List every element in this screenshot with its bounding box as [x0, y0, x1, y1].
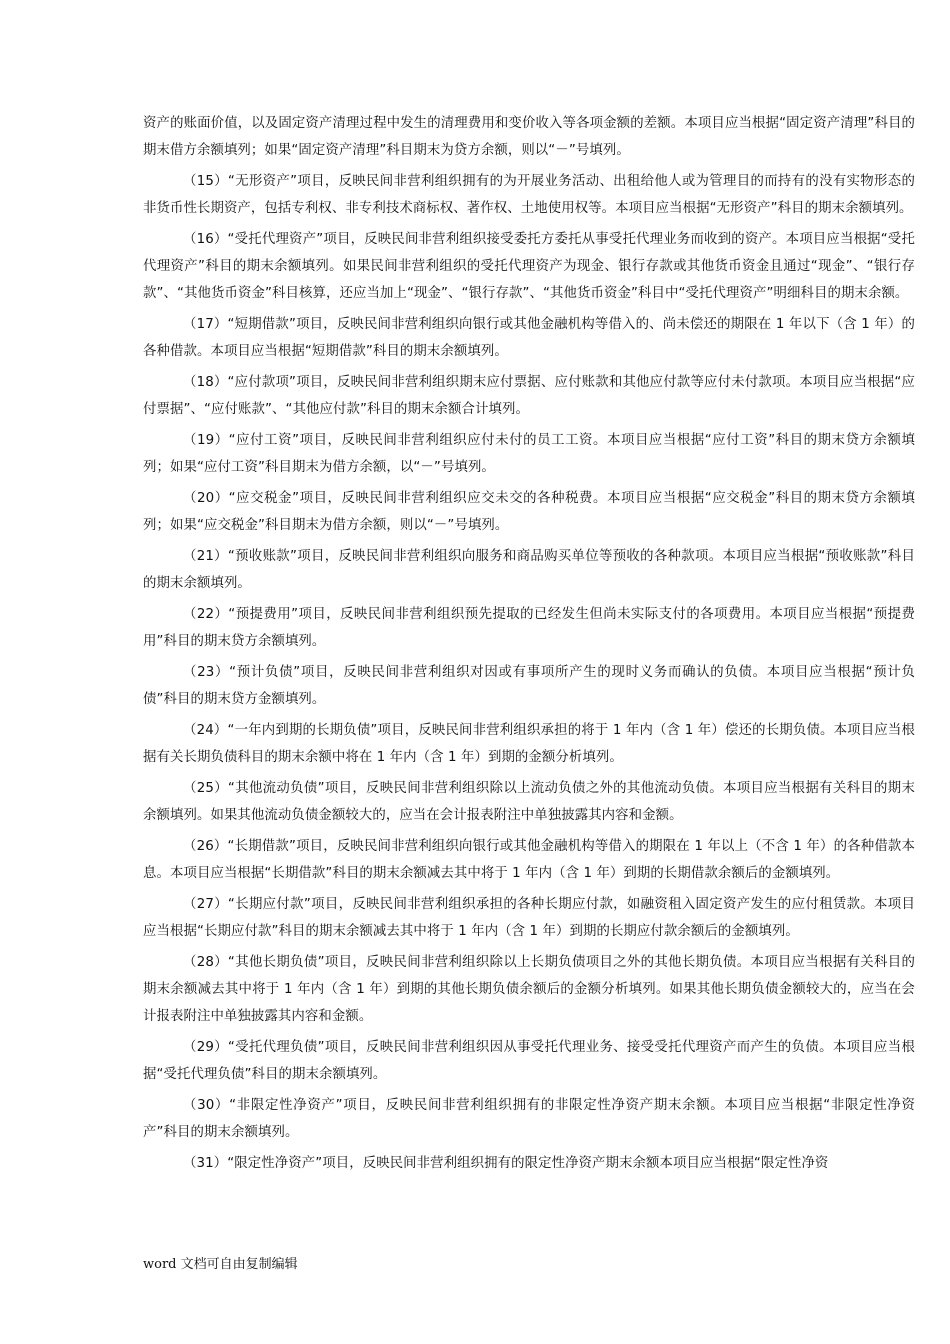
paragraph-intro: 资产的账面价值，以及固定资产清理过程中发生的清理费用和变价收入等各项金额的差额。本项目应当根据“固定资产清理”科目的期末借方余额填列；如果“固定资产清理”科目期末为贷方余额，则以“－”号填列。	[143, 116, 915, 158]
footer-note: word 文档可自由复制编辑	[143, 1257, 298, 1272]
paragraph-item-28: （28）“其他长期负债”项目，反映民间非营利组织除以上长期负债项目之外的其他长期负债。本项目应当根据有关科目的期末余额减去其中将于 1 年内（含 1 年）到期的其他长期负债余额后的金额分析填列。如果其他长期负债金额较大的，应当在会计报表附注中单独披露其内容和金额。	[143, 955, 915, 1024]
paragraph-item-19: （19）“应付工资”项目，反映民间非营利组织应付未付的员工工资。本项目应当根据“应付工资”科目的期末贷方余额填列；如果“应付工资”科目期末为借方余额，以“－”号填列。	[143, 433, 915, 475]
paragraph-item-25: （25）“其他流动负债”项目，反映民间非营利组织除以上流动负债之外的其他流动负债。本项目应当根据有关科目的期末余额填列。如果其他流动负债金额较大的，应当在会计报表附注中单独披露其内容和金额。	[143, 781, 915, 823]
paragraph-item-20: （20）“应交税金”项目，反映民间非营利组织应交未交的各种税费。本项目应当根据“应交税金”科目的期末贷方余额填列；如果“应交税金”科目期末为借方余额，则以“－”号填列。	[143, 491, 915, 533]
paragraph-item-22: （22）“预提费用”项目，反映民间非营利组织预先提取的已经发生但尚未实际支付的各项费用。本项目应当根据“预提费用”科目的期末贷方余额填列。	[143, 607, 915, 649]
paragraph-item-16: （16）“受托代理资产”项目，反映民间非营利组织接受委托方委托从事受托代理业务而收到的资产。本项目应当根据“受托代理资产”科目的期末余额填列。如果民间非营利组织的受托代理资产为现金、银行存款或其他货币资金且通过“现金”、“银行存款”、“其他货币资金”科目核算，还应当加上“现金”、“银行存款”、“其他货币资金”科目中“受托代理资产”明细科目的期末余额。	[143, 232, 915, 301]
paragraph-item-18: （18）“应付款项”项目，反映民间非营利组织期末应付票据、应付账款和其他应付款等应付未付款项。本项目应当根据“应付票据”、“应付账款”、“其他应付款”科目的期末余额合计填列。	[143, 375, 915, 417]
paragraph-item-15: （15）“无形资产”项目，反映民间非营利组织拥有的为开展业务活动、出租给他人或为管理目的而持有的没有实物形态的非货币性长期资产，包括专利权、非专利技术商标权、著作权、土地使用权等。本项目应当根据“无形资产”科目的期末余额填列。	[143, 174, 915, 216]
paragraph-item-26: （26）“长期借款”项目，反映民间非营利组织向银行或其他金融机构等借入的期限在 1 年以上（不含 1 年）的各种借款本息。本项目应当根据“长期借款”科目的期末余额减去其中将于 1 年内（含 1 年）到期的长期借款余额后的金额填列。	[143, 839, 915, 881]
paragraph-item-23: （23）“预计负债”项目，反映民间非营利组织对因或有事项所产生的现时义务而确认的负债。本项目应当根据“预计负债”科目的期末贷方金额填列。	[143, 665, 915, 707]
paragraph-item-17: （17）“短期借款”项目，反映民间非营利组织向银行或其他金融机构等借入的、尚未偿还的期限在 1 年以下（含 1 年）的各种借款。本项目应当根据“短期借款”科目的期末余额填列。	[143, 317, 915, 359]
paragraph-item-29: （29）“受托代理负债”项目，反映民间非营利组织因从事受托代理业务、接受受托代理资产而产生的负债。本项目应当根据“受托代理负债”科目的期末余额填列。	[143, 1040, 915, 1082]
paragraph-item-30: （30）“非限定性净资产”项目，反映民间非营利组织拥有的非限定性净资产期末余额。本项目应当根据“非限定性净资产”科目的期末余额填列。	[143, 1098, 915, 1140]
paragraph-item-24: （24）“一年内到期的长期负债”项目，反映民间非营利组织承担的将于 1 年内（含 1 年）偿还的长期负债。本项目应当根据有关长期负债科目的期末余额中将在 1 年内（含 1 年）到期的金额分析填列。	[143, 723, 915, 765]
paragraph-item-21: （21）“预收账款”项目，反映民间非营利组织向服务和商品购买单位等预收的各种款项。本项目应当根据“预收账款”科目的期末余额填列。	[143, 549, 915, 591]
paragraph-item-27: （27）“长期应付款”项目，反映民间非营利组织承担的各种长期应付款，如融资租入固定资产发生的应付租赁款。本项目应当根据“长期应付款”科目的期末余额减去其中将于 1 年内（含 1 年）到期的长期应付款余额后的金额填列。	[143, 897, 915, 939]
paragraph-item-31: （31）“限定性净资产”项目，反映民间非营利组织拥有的限定性净资产期末余额本项目应当根据“限定性净资	[183, 1156, 829, 1171]
document-body	[143, 110, 915, 1181]
